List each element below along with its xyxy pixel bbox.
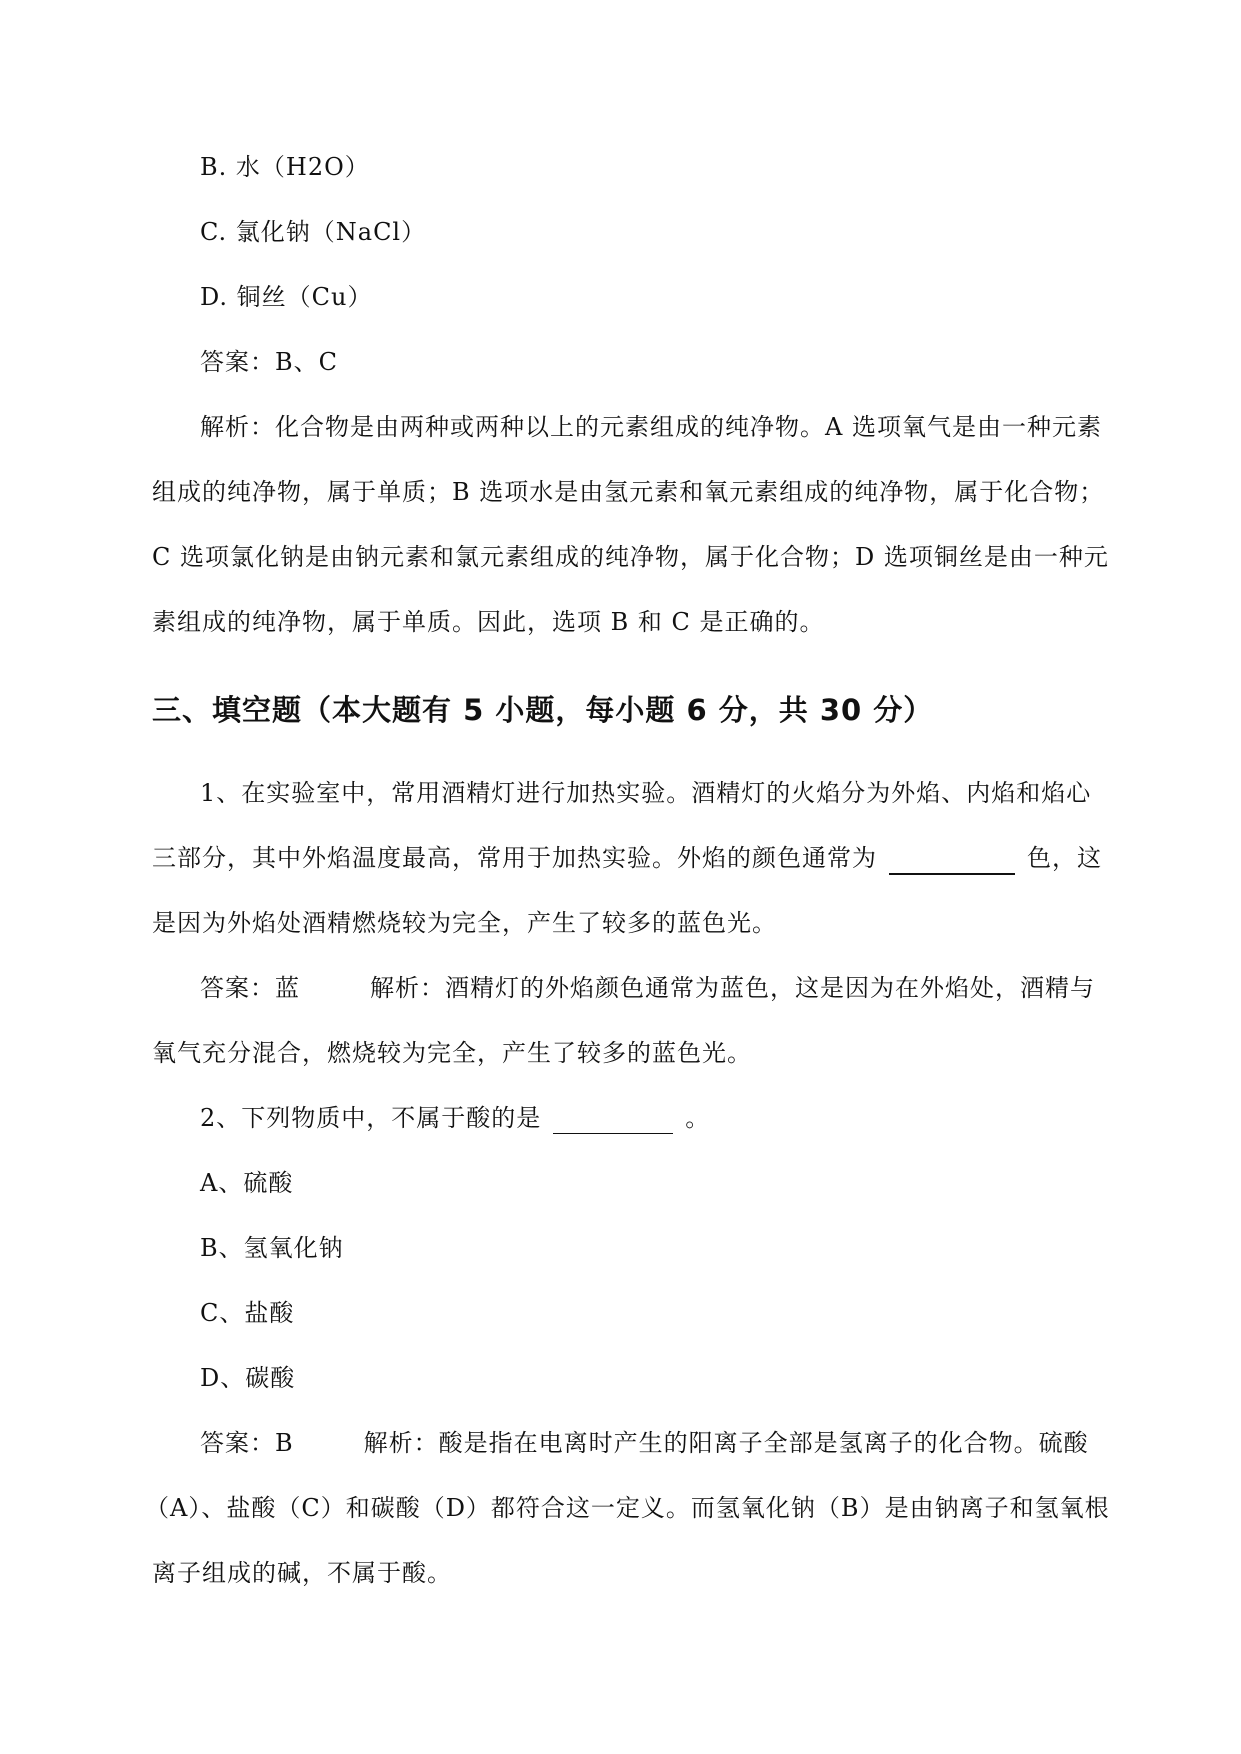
analysis-line: （A）、盐酸（C）和碳酸（D）都符合这一定义。而氢氧化钠（B）是由钠离子和氢氧根: [145, 1494, 1110, 1522]
analysis-line: 氧气充分混合，燃烧较为完全，产生了较多的蓝色光。: [152, 1039, 752, 1067]
analysis-line: 素组成的纯净物，属于单质。因此，选项 B 和 C 是正确的。: [152, 608, 825, 636]
question-2-stem: [200, 1103, 710, 1134]
answer: 答案：蓝: [200, 974, 300, 1002]
option-b: B、氢氧化钠: [200, 1234, 344, 1262]
question-2-text: 2、下列物质中，不属于酸的是: [200, 1104, 542, 1132]
question-2-answer-row: [200, 1428, 1089, 1458]
option-d: D. 铜丝（Cu）: [200, 283, 373, 311]
section-heading: 三、填空题（本大题有 5 小题，每小题 6 分，共 30 分）: [152, 693, 934, 727]
answer: 答案：B、C: [200, 348, 338, 376]
analysis-line: 组成的纯净物，属于单质；B 选项水是由氢元素和氧元素组成的纯净物，属于化合物；: [152, 478, 1105, 506]
analysis: 解析：酒精灯的外焰颜色通常为蓝色，这是因为在外焰处，酒精与: [370, 974, 1095, 1002]
question-1-line: 1、在实验室中，常用酒精灯进行加热实验。酒精灯的火焰分为外焰、内焰和焰心: [200, 779, 1092, 807]
option-b: B. 水（H2O）: [200, 153, 370, 181]
fill-blank[interactable]: [889, 843, 1015, 875]
analysis: 解析：酸是指在电离时产生的阳离子全部是氢离子的化合物。硫酸: [363, 1429, 1089, 1457]
option-a: A、硫酸: [200, 1169, 294, 1197]
analysis-line: 离子组成的碱，不属于酸。: [152, 1559, 452, 1587]
question-1-line: [152, 843, 1102, 875]
question-1-text: 三部分，其中外焰温度最高，常用于加热实验。外焰的颜色通常为: [152, 844, 877, 872]
analysis-line: C 选项氯化钠是由钠元素和氯元素组成的纯净物，属于化合物；D 选项铜丝是由一种元: [152, 543, 1109, 571]
option-c: C、盐酸: [200, 1299, 295, 1327]
option-d: D、碳酸: [200, 1364, 296, 1392]
question-1-text: 色，这: [1027, 844, 1102, 872]
fill-blank[interactable]: [553, 1103, 673, 1134]
option-c: C. 氯化钠（NaCl）: [200, 218, 427, 246]
question-2-text: 。: [685, 1104, 711, 1132]
question-1-answer-row: [200, 973, 1095, 1003]
question-1-line: 是因为外焰处酒精燃烧较为完全，产生了较多的蓝色光。: [152, 909, 777, 937]
analysis-line: 解析：化合物是由两种或两种以上的元素组成的纯净物。A 选项氧气是由一种元素: [200, 413, 1102, 441]
answer: 答案：B: [200, 1429, 294, 1457]
